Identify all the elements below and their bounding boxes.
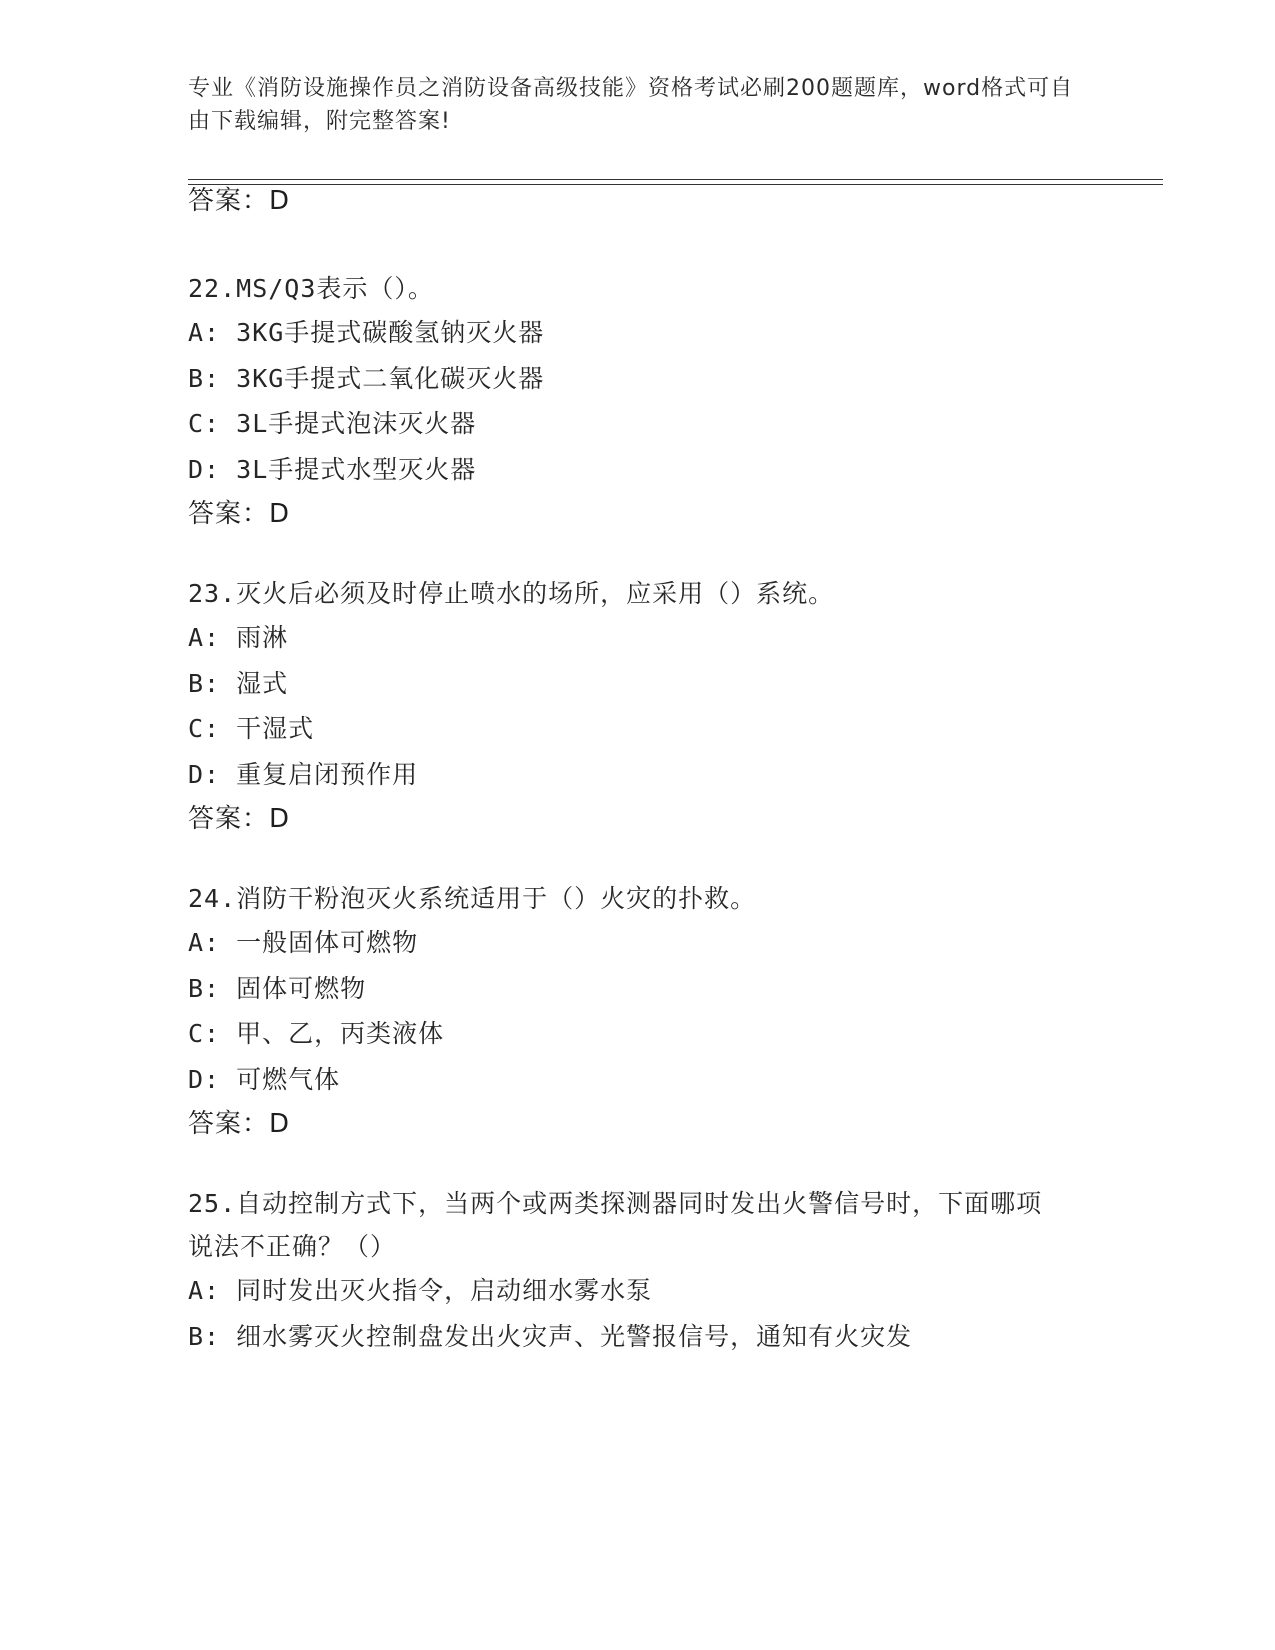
option-b: B: 3KG手提式二氧化碳灭火器 bbox=[188, 363, 545, 393]
option-b: B: 固体可燃物 bbox=[188, 973, 367, 1003]
question-23 bbox=[188, 572, 1088, 842]
page-header: 专业《消防设施操作员之消防设备高级技能》资格考试必刷200题题库，word格式可自由下载编辑，附完整答案! bbox=[188, 76, 1074, 134]
option-d: D: 重复启闭预作用 bbox=[188, 759, 419, 789]
option-a: A: 一般固体可燃物 bbox=[188, 928, 419, 957]
option-a: A: 3KG手提式碳酸氢钠灭火器 bbox=[188, 318, 545, 347]
option-b: B: 湿式 bbox=[188, 668, 289, 698]
question-22 bbox=[188, 267, 1088, 537]
option-b: B: 细水雾灭火控制盘发出火灾声、光警报信号，通知有火灾发 bbox=[188, 1321, 913, 1351]
answer-line: 答案：D bbox=[188, 804, 291, 834]
option-d: D: 可燃气体 bbox=[188, 1064, 341, 1094]
option-a: A: 雨淋 bbox=[188, 623, 289, 652]
question-text: 24.消防干粉泡灭火系统适用于（）火灾的扑救。 bbox=[188, 884, 757, 913]
option-c: C: 3L手提式泡沫灭火器 bbox=[188, 409, 477, 438]
answer-line: 答案：D bbox=[188, 499, 291, 529]
answer-line: 答案：D bbox=[188, 1109, 291, 1139]
question-24 bbox=[188, 877, 1088, 1147]
question-25 bbox=[188, 1182, 1048, 1359]
option-c: C: 干湿式 bbox=[188, 714, 315, 743]
option-d: D: 3L手提式水型灭火器 bbox=[188, 454, 477, 484]
question-text: 23.灭火后必须及时停止喷水的场所，应采用（）系统。 bbox=[188, 579, 835, 608]
question-text: 22.MS/Q3表示（）。 bbox=[188, 274, 434, 303]
answer-line: 答案：D bbox=[188, 186, 291, 216]
option-c: C: 甲、乙，丙类液体 bbox=[188, 1019, 445, 1048]
question-text: 25.自动控制方式下，当两个或两类探测器同时发出火警信号时，下面哪项说法不正确？（） bbox=[188, 1189, 1043, 1261]
previous-answer-block bbox=[188, 179, 1088, 224]
option-a: A: 同时发出灭火指令，启动细水雾水泵 bbox=[188, 1276, 653, 1305]
